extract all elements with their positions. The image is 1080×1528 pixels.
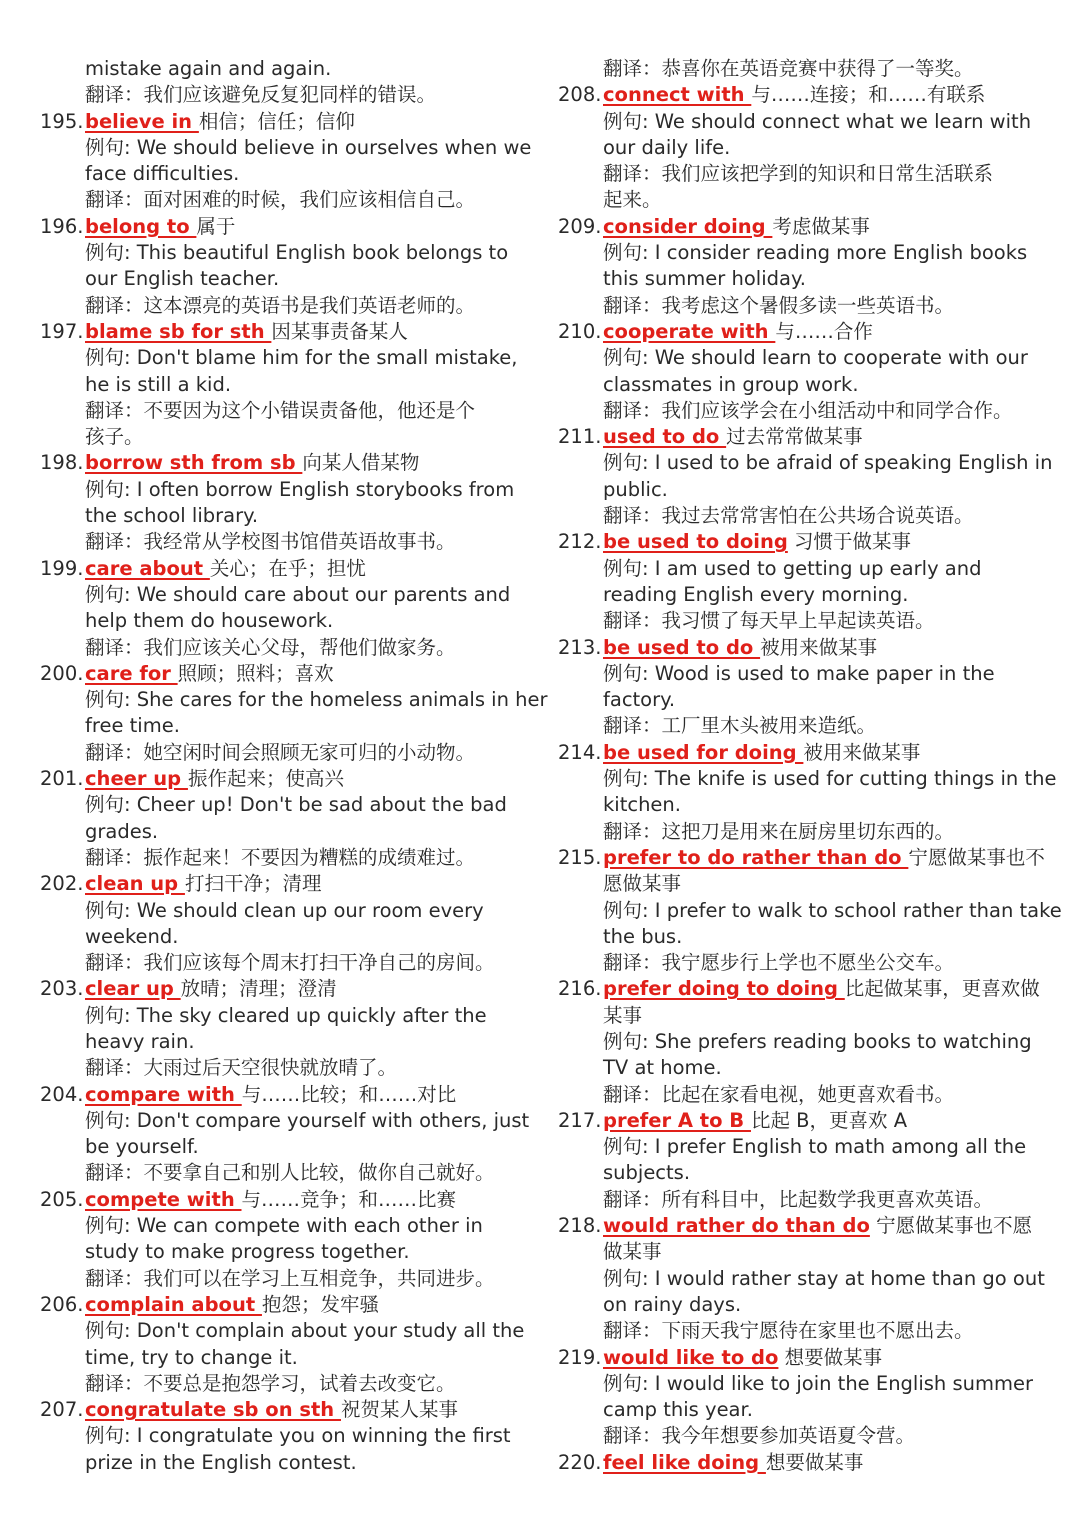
wrapped-line: subjects. xyxy=(603,1161,691,1185)
entry-body xyxy=(558,898,1062,977)
phrase-entry xyxy=(558,1345,1058,1450)
wrapped-line: on rainy days. xyxy=(603,1292,742,1316)
wrapped-line: TV at home. xyxy=(603,1056,722,1080)
wrapped-line: he is still a kid. xyxy=(85,372,232,396)
phrase-term: cheer up xyxy=(85,767,188,791)
continued-text xyxy=(40,56,540,109)
phrase-term: prefer A to B xyxy=(603,1108,751,1132)
wrapped-line: heavy rain. xyxy=(85,1029,195,1053)
example-sentence: 例句: The knife is used for cutting things in the xyxy=(603,767,1057,791)
phrase-term: cooperate with xyxy=(603,319,776,343)
entry-number: 214. xyxy=(558,740,602,764)
wrapped-line: this summer holiday. xyxy=(603,267,806,291)
entry-body xyxy=(40,1318,540,1397)
wrapped-line: time, try to change it. xyxy=(85,1345,298,1369)
phrase-entry xyxy=(558,1108,1058,1213)
entry-heading xyxy=(40,766,540,792)
example-sentence: 例句: Cheer up! Don't be sad about the bad xyxy=(85,793,507,817)
phrase-term: be used for doing xyxy=(603,740,804,764)
phrase-entry xyxy=(558,1450,1058,1476)
wrapped-line: free time. xyxy=(85,714,180,738)
entry-heading xyxy=(558,976,1058,1002)
entry-number: 208. xyxy=(558,83,602,107)
phrase-entry xyxy=(558,214,1058,319)
example-sentence: 例句: Don't compare yourself with others, just xyxy=(85,1108,530,1132)
entry-heading xyxy=(558,635,1058,661)
phrase-meaning: 属于 xyxy=(196,214,236,238)
entry-number: 206. xyxy=(40,1292,84,1316)
phrase-meaning: 习惯于做某事 xyxy=(787,530,912,554)
phrase-term: used to do xyxy=(603,425,727,449)
wrapped-line: help them do housework. xyxy=(85,609,334,633)
translation-line: 翻译：我们应该学会在小组活动中和同学合作。 xyxy=(603,398,1013,422)
entry-body xyxy=(558,1029,1058,1108)
example-sentence: 例句: We should care about our parents and xyxy=(85,582,511,606)
continued-line: 翻译：我们应该避免反复犯同样的错误。 xyxy=(85,83,437,107)
entry-number: 195. xyxy=(40,109,84,133)
entry-body xyxy=(558,556,1058,635)
translation-line: 翻译：不要总是抱怨学习，试着去改变它。 xyxy=(85,1371,456,1395)
phrase-entry xyxy=(40,450,540,555)
entry-number: 213. xyxy=(558,635,602,659)
entry-number: 198. xyxy=(40,451,84,475)
phrase-meaning: 振作起来；使高兴 xyxy=(187,767,344,791)
phrase-entry xyxy=(40,1292,540,1397)
example-sentence: 例句: We should learn to cooperate with our xyxy=(603,346,1028,370)
phrase-meaning: 打扫干净；清理 xyxy=(184,872,322,896)
phrase-entry xyxy=(40,976,540,1081)
phrase-meaning: 放晴；清理；澄清 xyxy=(180,977,337,1001)
translation-line: 翻译：面对困难的时候，我们应该相信自己。 xyxy=(85,188,476,212)
phrase-entry xyxy=(40,871,540,976)
example-sentence: 例句: The sky cleared up quickly after the xyxy=(85,1003,487,1027)
entry-number: 210. xyxy=(558,319,602,343)
wrapped-line: the school library. xyxy=(85,504,259,528)
phrase-entry xyxy=(40,1397,540,1476)
example-sentence: 例句: I used to be afraid of speaking English in xyxy=(603,451,1053,475)
wrapped-line: our English teacher. xyxy=(85,267,280,291)
entry-heading xyxy=(40,1292,540,1318)
entry-heading xyxy=(558,319,1058,345)
example-sentence: 例句: We can compete with each other in xyxy=(85,1214,483,1238)
entry-body xyxy=(558,450,1058,529)
translation-line: 翻译：我过去常常害怕在公共场合说英语。 xyxy=(603,504,974,528)
phrase-meaning: 因某事责备某人 xyxy=(271,319,408,343)
entry-number: 218. xyxy=(558,1214,602,1238)
phrase-meaning: 相信；信任；信仰 xyxy=(198,109,355,133)
phrase-entry xyxy=(40,319,540,450)
entry-body xyxy=(40,477,540,556)
phrase-meaning: 关心；在乎；担忧 xyxy=(209,556,366,580)
example-sentence: 例句: I consider reading more English books xyxy=(603,241,1028,265)
phrase-term: believe in xyxy=(85,109,199,133)
phrase-term: be used to do xyxy=(603,635,761,659)
translation-line: 翻译：我们应该把学到的知识和日常生活联系 xyxy=(603,162,994,186)
translation-line: 翻译：工厂里木头被用来造纸。 xyxy=(603,714,877,738)
translation-line: 翻译：这把刀是用来在厨房里切东西的。 xyxy=(603,819,955,843)
phrase-meaning: 与……连接；和……有联系 xyxy=(751,83,986,107)
phrase-entry xyxy=(40,556,540,661)
phrase-meaning: 抱怨；发牢骚 xyxy=(261,1292,379,1316)
entry-body xyxy=(40,792,540,871)
phrase-meaning: 祝贺某人某事 xyxy=(340,1398,458,1422)
translation-line: 翻译：我今年想要参加英语夏令营。 xyxy=(603,1424,916,1448)
wrapped-line: kitchen. xyxy=(603,793,681,817)
entry-number: 200. xyxy=(40,661,84,685)
entry-number: 199. xyxy=(40,556,84,580)
example-sentence: 例句: Don't blame him for the small mistake, xyxy=(85,346,518,370)
translation-line: 翻译：不要拿自己和别人比较，做你自己就好。 xyxy=(85,1161,495,1185)
phrase-term: consider doing xyxy=(603,214,773,238)
entry-number: 220. xyxy=(558,1450,602,1474)
entry-body xyxy=(40,240,540,319)
phrase-term: compete with xyxy=(85,1187,242,1211)
translation-line: 翻译：我考虑这个暑假多读一些英语书。 xyxy=(603,293,955,317)
wrapped-line: grades. xyxy=(85,819,159,843)
wrapped-line: the bus. xyxy=(603,924,683,948)
entry-heading xyxy=(558,214,1058,240)
translation-line: 翻译：不要因为这个小错误责备他，他还是个 xyxy=(85,398,476,422)
continued-line: 翻译：恭喜你在英语竞赛中获得了一等奖。 xyxy=(603,57,974,80)
phrase-entry xyxy=(558,740,1058,845)
phrase-entry xyxy=(558,424,1058,529)
phrase-entry xyxy=(558,82,1058,213)
example-sentence: 例句: We should believe in ourselves when we xyxy=(85,135,532,159)
phrase-meaning: 宁愿做某事也不 xyxy=(908,845,1045,869)
translation-line: 翻译：我习惯了每天早上早起读英语。 xyxy=(603,609,935,633)
phrase-term: care for xyxy=(85,661,178,685)
continued-line: mistake again and again. xyxy=(85,57,332,80)
meaning-continued: 愿做某事 xyxy=(603,872,682,896)
entry-heading xyxy=(40,871,540,897)
entry-heading xyxy=(40,556,540,582)
translation-line: 翻译：我们应该关心父母，帮他们做家务。 xyxy=(85,635,456,659)
wrapped-line: reading English every morning. xyxy=(603,582,909,606)
entry-body xyxy=(558,1266,1058,1345)
wrapped-line: camp this year. xyxy=(603,1398,753,1422)
phrase-meaning: 与……竞争；和……比赛 xyxy=(241,1187,457,1211)
entry-heading xyxy=(40,1187,540,1213)
entry-heading xyxy=(558,82,1058,108)
phrase-term: clear up xyxy=(85,977,181,1001)
entry-heading xyxy=(40,1082,540,1108)
phrase-term: would rather do than do xyxy=(603,1214,870,1238)
example-sentence: 例句: We should connect what we learn with xyxy=(603,109,1032,133)
phrase-entry xyxy=(40,109,540,214)
example-sentence: 例句: I prefer to walk to school rather than take xyxy=(603,898,1062,922)
wrapped-line: study to make progress together. xyxy=(85,1240,410,1264)
phrase-meaning: 与……比较；和……对比 xyxy=(241,1082,457,1106)
entry-body xyxy=(40,1108,540,1187)
wrapped-line: classmates in group work. xyxy=(603,372,859,396)
phrase-meaning: 被用来做某事 xyxy=(803,740,921,764)
example-sentence: 例句: I often borrow English storybooks from xyxy=(85,477,515,501)
entry-body xyxy=(40,1423,540,1476)
entry-heading xyxy=(558,845,1058,871)
entry-number: 219. xyxy=(558,1345,602,1369)
entry-body xyxy=(558,109,1058,214)
phrase-meaning: 与……合作 xyxy=(775,319,873,343)
wrapped-line: be yourself. xyxy=(85,1135,199,1159)
phrase-term: blame sb for sth xyxy=(85,319,272,343)
translation-line: 翻译：我们应该每个周末打扫干净自己的房间。 xyxy=(85,951,495,975)
phrase-meaning: 宁愿做某事也不愿 xyxy=(869,1214,1033,1238)
example-sentence: 例句: She prefers reading books to watching xyxy=(603,1029,1032,1053)
entry-body xyxy=(40,135,540,214)
entry-number: 202. xyxy=(40,872,84,896)
entry-number: 212. xyxy=(558,530,602,554)
translation-line: 翻译：下雨天我宁愿待在家里也不愿出去。 xyxy=(603,1319,974,1343)
phrase-entry xyxy=(558,319,1058,424)
phrase-term: would like to do xyxy=(603,1345,779,1369)
entry-body xyxy=(40,898,540,977)
entry-body xyxy=(40,1003,540,1082)
phrase-term: complain about xyxy=(85,1292,262,1316)
example-sentence: 例句: I would like to join the English summer xyxy=(603,1371,1034,1395)
phrase-meaning: 比起做某事，更喜欢做 xyxy=(844,977,1040,1001)
entry-body xyxy=(558,240,1058,319)
translation-line: 翻译：这本漂亮的英语书是我们英语老师的。 xyxy=(85,293,476,317)
phrase-meaning: 比起 B，更喜欢 A xyxy=(750,1108,908,1132)
entry-heading xyxy=(558,1213,1058,1239)
entry-number: 196. xyxy=(40,214,84,238)
translation-line: 翻译：比起在家看电视，她更喜欢看书。 xyxy=(603,1082,955,1106)
phrase-meaning: 过去常常做某事 xyxy=(726,425,863,449)
continued-text xyxy=(558,56,1058,82)
entry-body xyxy=(558,661,1058,740)
entry-heading xyxy=(558,529,1058,555)
translation-line: 翻译：她空闲时间会照顾无家可归的小动物。 xyxy=(85,740,476,764)
phrase-term: congratulate sb on sth xyxy=(85,1398,341,1422)
entry-number: 215. xyxy=(558,845,602,869)
phrase-term: clean up xyxy=(85,872,185,896)
phrase-term: belong to xyxy=(85,214,197,238)
wrapped-line: prize in the English contest. xyxy=(85,1450,357,1474)
entry-heading xyxy=(40,1397,540,1423)
phrase-term: care about xyxy=(85,556,210,580)
phrase-entry xyxy=(40,766,540,871)
entry-heading xyxy=(40,450,540,476)
example-sentence: 例句: I am used to getting up early and xyxy=(603,556,982,580)
phrase-term: be used to doing xyxy=(603,530,788,554)
entry-heading xyxy=(558,1345,1058,1371)
translation-line: 翻译：所有科目中，比起数学我更喜欢英语。 xyxy=(603,1187,994,1211)
translation-line: 翻译：大雨过后天空很快就放晴了。 xyxy=(85,1056,398,1080)
example-sentence: 例句: This beautiful English book belongs to xyxy=(85,241,509,265)
example-sentence: 例句: She cares for the homeless animals in her xyxy=(85,688,548,712)
phrase-meaning: 考虑做某事 xyxy=(772,214,870,238)
entry-body xyxy=(40,1213,540,1292)
phrase-meaning: 照顾；照料；喜欢 xyxy=(177,661,334,685)
entry-heading xyxy=(40,319,540,345)
translation-line: 翻译：我经常从学校图书馆借英语故事书。 xyxy=(85,530,456,554)
wrapped-line: our daily life. xyxy=(603,135,731,159)
phrase-meaning: 向某人借某物 xyxy=(302,451,420,475)
phrase-entry xyxy=(558,1213,1058,1344)
entry-number: 209. xyxy=(558,214,602,238)
phrase-entry xyxy=(40,214,540,319)
left-column xyxy=(40,56,548,1476)
wrapped-line: 孩子。 xyxy=(85,425,144,449)
entry-heading xyxy=(558,1108,1058,1134)
wrapped-line: face difficulties. xyxy=(85,162,240,186)
entry-body xyxy=(558,766,1058,845)
phrase-term: prefer doing to doing xyxy=(603,977,845,1001)
example-sentence: 例句: We should clean up our room every xyxy=(85,898,484,922)
phrase-entry xyxy=(558,976,1058,1107)
example-sentence: 例句: Wood is used to make paper in the xyxy=(603,661,995,685)
entry-number: 197. xyxy=(40,319,84,343)
phrase-meaning: 想要做某事 xyxy=(778,1345,883,1369)
entry-heading xyxy=(558,1450,1058,1476)
phrase-entry xyxy=(40,1187,540,1292)
phrase-entry xyxy=(558,635,1058,740)
phrase-term: compare with xyxy=(85,1082,242,1106)
entry-number: 216. xyxy=(558,977,602,1001)
example-sentence: 例句: I would rather stay at home than go out xyxy=(603,1266,1045,1290)
entry-heading xyxy=(40,214,540,240)
entry-body xyxy=(558,1371,1058,1450)
phrase-entry xyxy=(40,661,548,766)
entry-number: 205. xyxy=(40,1187,84,1211)
example-sentence: 例句: I congratulate you on winning the first xyxy=(85,1424,511,1448)
phrase-term: borrow sth from sb xyxy=(85,451,303,475)
wrapped-line: public. xyxy=(603,477,668,501)
wrapped-line: factory. xyxy=(603,688,676,712)
entry-number: 207. xyxy=(40,1398,84,1422)
phrase-term: prefer to do rather than do xyxy=(603,845,909,869)
entry-heading xyxy=(558,740,1058,766)
entry-heading xyxy=(40,109,540,135)
wrapped-line: weekend. xyxy=(85,924,179,948)
translation-line: 翻译：我们可以在学习上互相竞争，共同进步。 xyxy=(85,1266,495,1290)
entry-number: 217. xyxy=(558,1108,602,1132)
entry-body xyxy=(40,582,540,661)
translation-line: 翻译：我宁愿步行上学也不愿坐公交车。 xyxy=(603,951,955,975)
entry-number: 204. xyxy=(40,1082,84,1106)
translation-line: 翻译：振作起来！不要因为糟糕的成绩难过。 xyxy=(85,845,476,869)
meaning-continued: 做某事 xyxy=(603,1240,662,1264)
entry-number: 203. xyxy=(40,977,84,1001)
entry-body xyxy=(40,345,540,450)
meaning-continued: 某事 xyxy=(603,1003,643,1027)
entry-heading xyxy=(558,424,1058,450)
example-sentence: 例句: I prefer English to math among all the xyxy=(603,1135,1027,1159)
entry-body xyxy=(558,1134,1058,1213)
entry-body xyxy=(558,345,1058,424)
phrase-term: feel like doing xyxy=(603,1450,766,1474)
entry-heading xyxy=(40,661,540,687)
entry-number: 201. xyxy=(40,767,84,791)
phrase-term: connect with xyxy=(603,83,752,107)
example-sentence: 例句: Don't complain about your study all the xyxy=(85,1319,525,1343)
phrase-entry xyxy=(40,1082,540,1187)
phrase-entry xyxy=(558,845,1062,976)
entry-number: 211. xyxy=(558,425,602,449)
phrase-meaning: 被用来做某事 xyxy=(760,635,878,659)
wrapped-line: 起来。 xyxy=(603,188,662,212)
phrase-meaning: 想要做某事 xyxy=(765,1450,864,1474)
entry-body xyxy=(40,687,548,766)
entry-heading xyxy=(40,976,540,1002)
phrase-entry xyxy=(558,529,1058,634)
right-column xyxy=(558,56,1062,1476)
